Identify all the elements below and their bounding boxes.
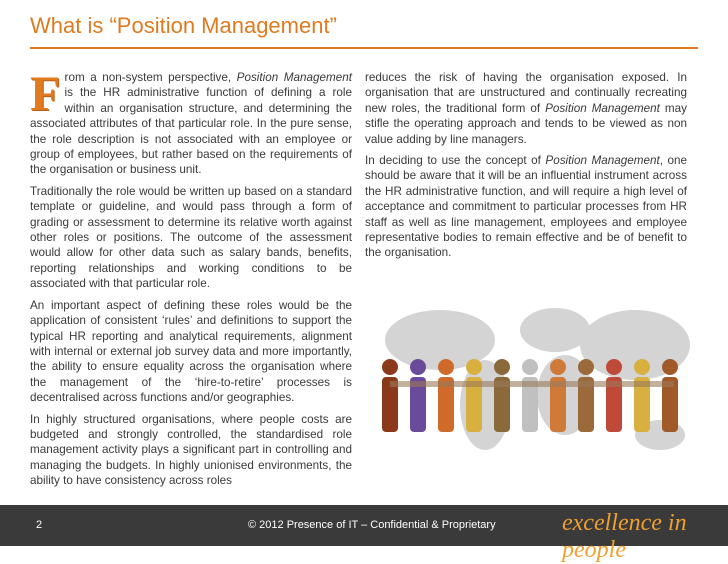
right-p1-text-b: may stifle the operating approach and tends to be viewed as non value adding by line managers.: [365, 101, 688, 146]
left-paragraph-1: [30, 65, 352, 178]
drop-cap: F: [30, 65, 61, 121]
right-p2-text-a: In deciding to use the concept of: [365, 154, 546, 168]
left-p1-emphasis: Position Management: [236, 71, 352, 84]
right-column: [365, 70, 687, 267]
people-world-illustration: [370, 285, 700, 485]
title-rule: [30, 47, 698, 49]
left-paragraph-2: Traditionally the role would be written up based on a standard template or guideline, and would pass through a form of grading or assessment to determine its relative worth against other roles or positions. The outcome of the assessment would allow for other data such as salary bands, benefits, reporting relationships and working conditions to be associated with that particular role.: [30, 184, 352, 291]
right-p1-emphasis: Position Management: [545, 101, 660, 115]
right-paragraph-2: [365, 153, 687, 261]
brand-tagline: excellence in people: [562, 510, 687, 563]
left-paragraph-3: An important aspect of defining these roles would be the application of consistent ‘rules’ and definitions to support the typical HR reporting and analytical requirements, alignment with internal or external job survey data and more importantly, the ability to ensure equality across the organisation where the management of the ‘hire-to-retire’ processes is decentralised across functions and/or geographies.: [30, 298, 352, 405]
footer-bar: [0, 505, 728, 563]
slide-title: What is “Position Management”: [30, 13, 337, 38]
left-column: [30, 65, 352, 495]
right-p1-text-a: reduces the risk of having the organisation exposed. In organisation that are unstructured and continually recreating new roles, the traditional form of: [365, 71, 687, 115]
right-paragraph-1: [365, 70, 687, 147]
copyright-text: © 2012 Presence of IT – Confidential & Proprietary: [248, 519, 496, 531]
page-number: 2: [36, 519, 43, 531]
right-p2-emphasis: Position Management: [545, 154, 660, 168]
left-p1-text-a: rom a non-system perspective,: [64, 71, 237, 84]
right-p2-text-b: , one should be aware that it will be an influential instrument across the HR administrative function, and will require a high level of acceptance and commitment to particular processes from HR staff as well as line management, employees and employee representative bodies to remain effective and be of benefit to the organisation.: [365, 154, 687, 260]
left-p1-text-b: is the HR administrative function of defining a role within an organisation structure, and determining the associated attributes of that particular role. In the pure sense, the role description is not associated with an employee or group of employees, but rather based on the requirements of the organisation or business unit.: [30, 86, 352, 177]
left-paragraph-4: In highly structured organisations, where people costs are budgeted and strongly controlled, the standardised role management activity plays a significant part in controlling and managing the budgets. In highly unionised environments, the ability to have consistency across roles: [30, 412, 352, 488]
